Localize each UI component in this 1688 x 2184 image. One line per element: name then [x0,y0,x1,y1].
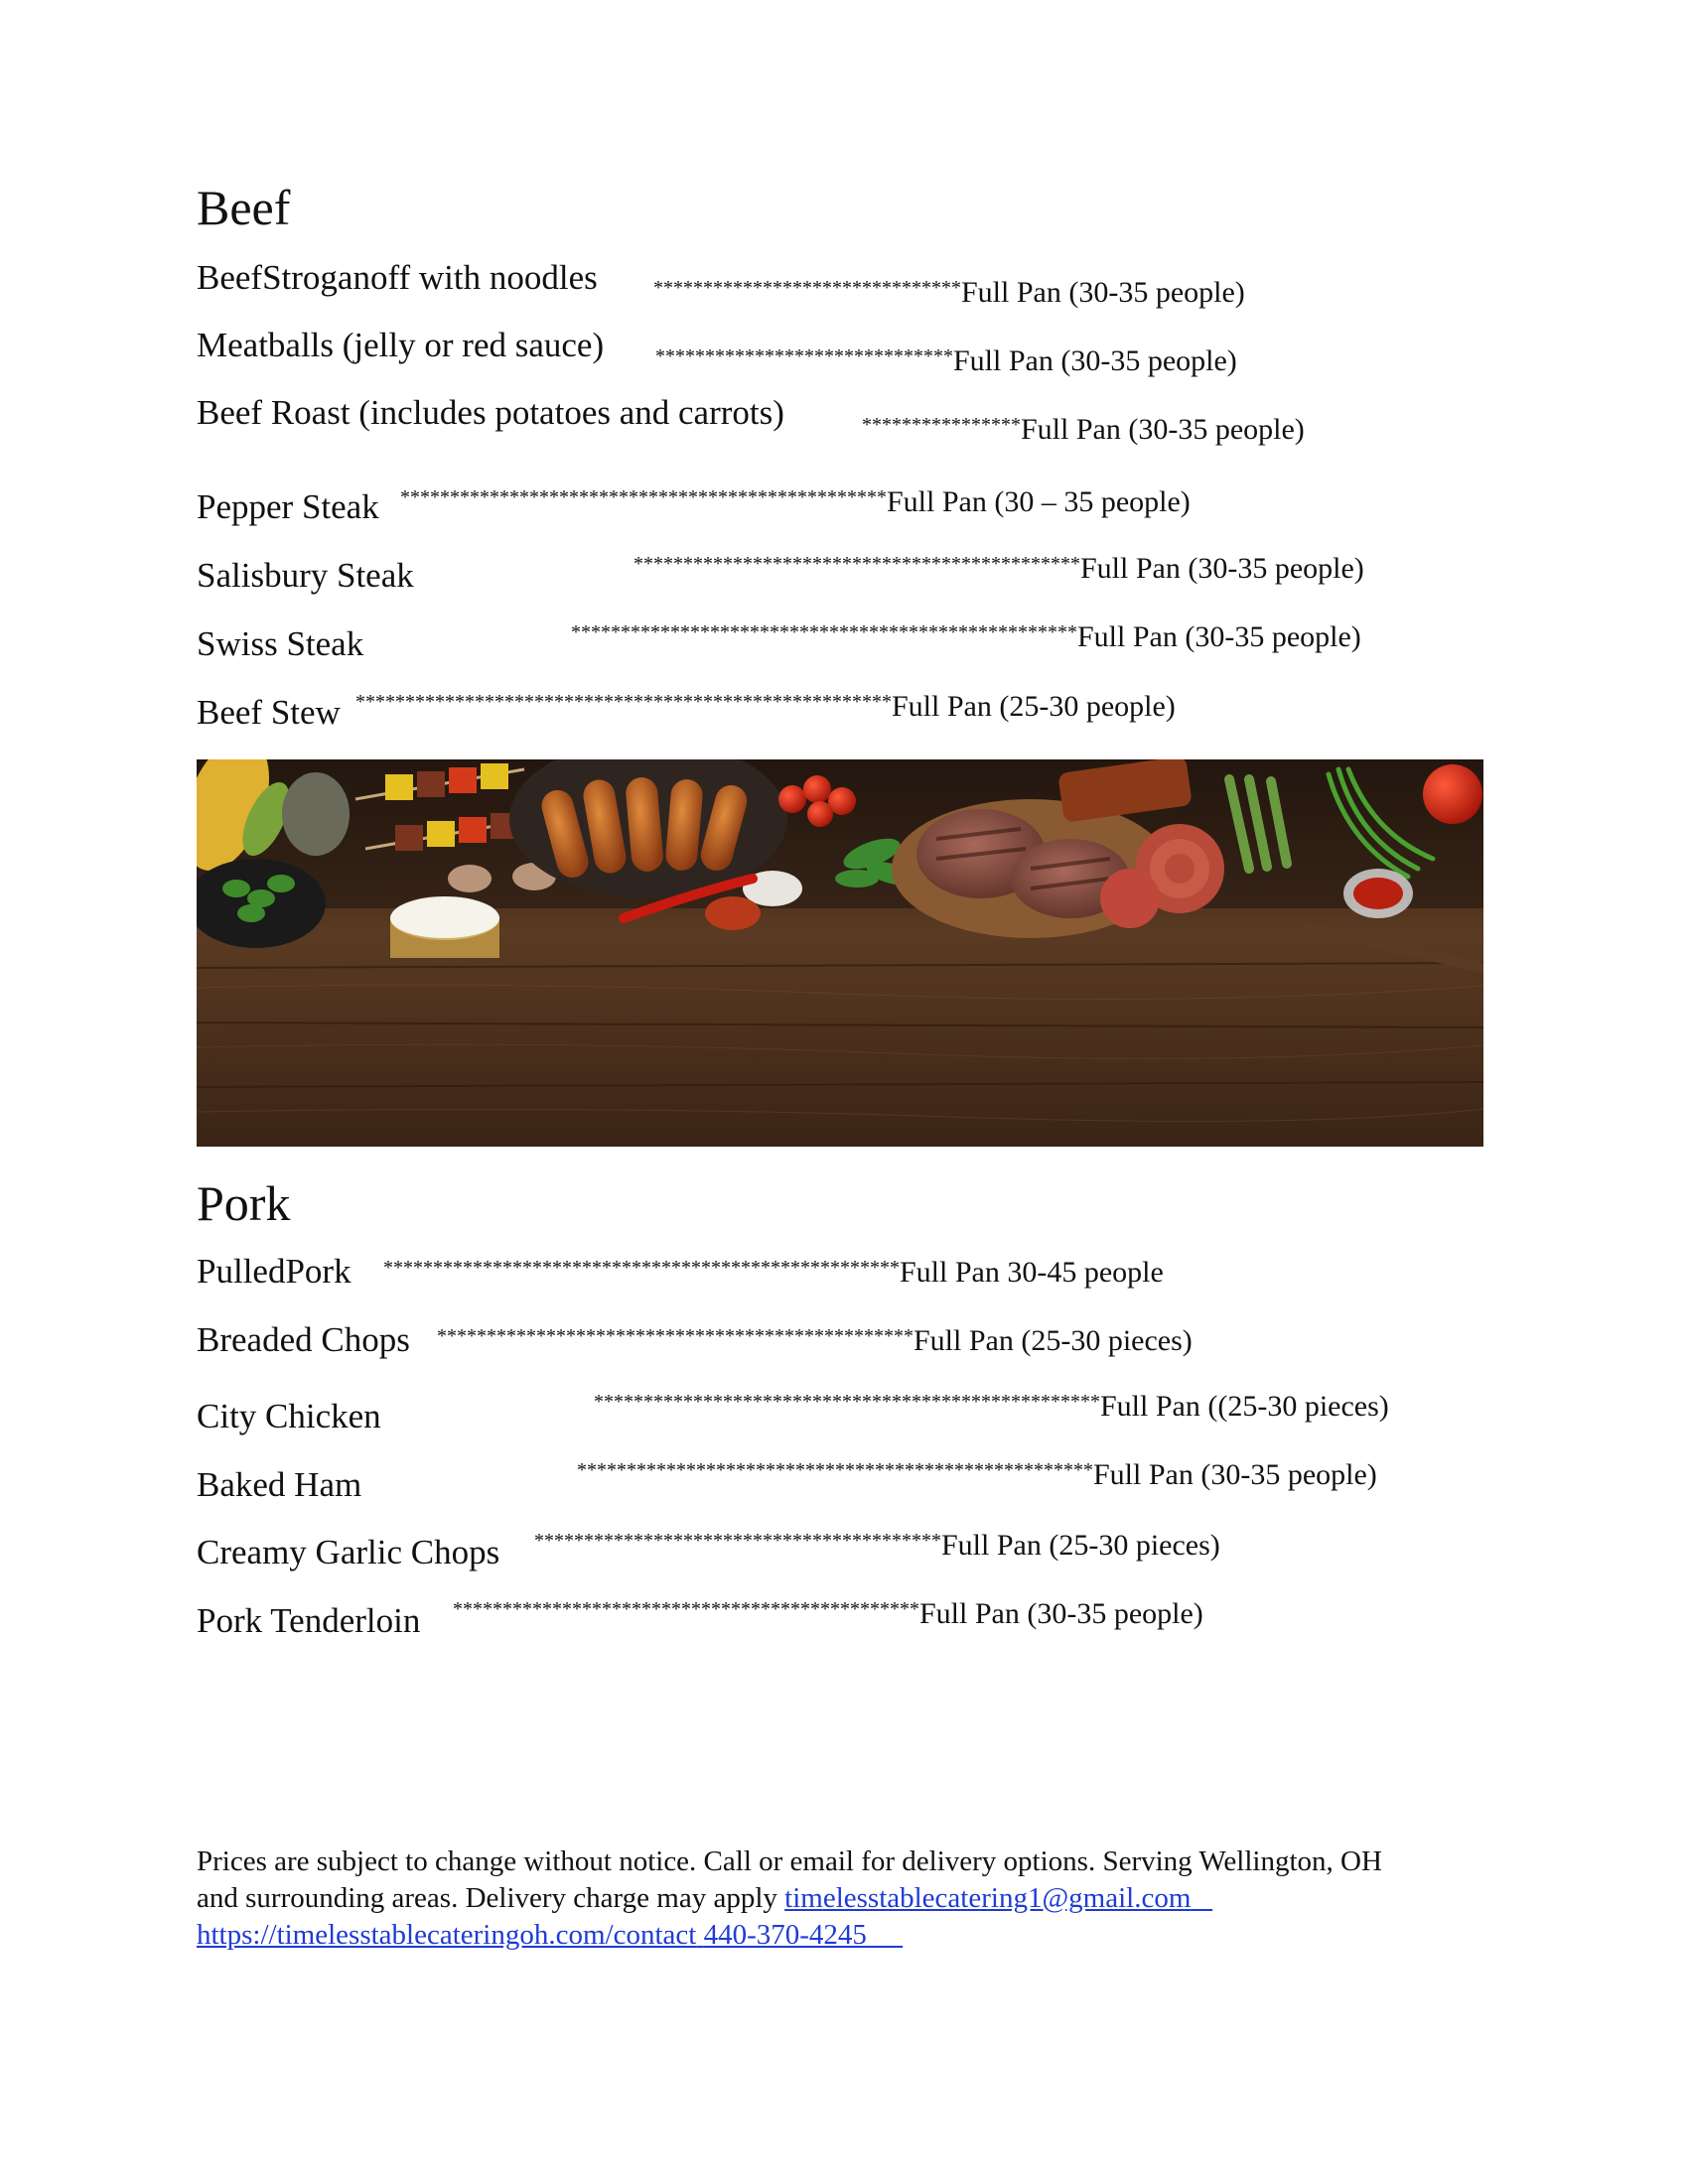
menu-item-pork-tenderloin [197,1597,1648,1653]
item-serving: Full Pan (30-35 people) [1021,413,1305,446]
item-serving-line [655,346,1237,376]
website-link-rest: ttps://timelesstablecateringoh.com/contact [211,1919,697,1951]
item-name: Baked Ham [197,1465,362,1504]
item-serving-line [571,622,1361,652]
dotted-leader: ************************************************* [400,486,887,508]
item-serving-line [594,1392,1389,1422]
website-link[interactable] [197,1919,903,1951]
item-serving: Full Pan (30 – 35 people) [887,485,1191,518]
footer-delivery-text: and surrounding areas. Delivery charge may apply [197,1882,785,1914]
item-name: Breaded Chops [197,1320,410,1359]
menu-item-beef-roast [197,395,1648,445]
item-serving: Full Pan (30-35 people) [1080,552,1364,585]
dotted-leader: ****************************************************** [355,691,892,713]
item-name: Creamy Garlic Chops [197,1533,500,1571]
dotted-leader: *************************************************** [571,621,1077,643]
dotted-leader: **************************************************** [577,1459,1093,1481]
item-serving: Full Pan (30-35 people) [919,1597,1203,1630]
email-link[interactable] [784,1882,1212,1914]
menu-item-salisbury-steak [197,552,1648,608]
item-name: Salisbury Steak [197,556,414,595]
menu-item-pepper-steak [197,485,1648,539]
item-serving-line [653,278,1245,308]
item-serving: Full Pan (25-30 pieces) [941,1529,1220,1562]
beef-heading: Beef [197,180,291,235]
menu-item-meatballs [197,328,1648,377]
dotted-leader: ***************************************** [534,1530,941,1552]
email-link-prefix: tim [784,1882,823,1914]
pork-heading: Pork [197,1175,291,1231]
item-serving-line [437,1326,1193,1356]
footer-line-3 [197,1917,1487,1954]
item-serving-line [577,1460,1377,1490]
dotted-leader: **************** [862,414,1021,436]
item-name: City Chicken [197,1397,381,1435]
item-serving: Full Pan (30-35 people) [1093,1458,1377,1491]
item-serving-line [355,692,1176,722]
menu-item-breaded-chops [197,1322,1648,1372]
dotted-leader: **************************************************** [383,1257,900,1279]
item-name: Beef Stew [197,693,341,732]
item-name: Swiss Steak [197,624,364,663]
item-name: BeefStroganoff with noodles [197,258,598,297]
website-link-prefix: h [197,1919,211,1951]
item-serving: Full Pan 30-45 people [900,1256,1164,1289]
item-name: Beef Roast (includes potatoes and carrots) [197,393,784,432]
item-serving-line [400,487,1191,517]
item-name: PulledPork [197,1252,352,1291]
item-serving-line [453,1599,1203,1629]
item-name: Pepper Steak [197,487,379,526]
item-serving-line [633,554,1364,584]
item-serving: Full Pan (25-30 people) [892,690,1176,723]
dotted-leader: ********************************************* [633,553,1080,575]
phone-number: 440-370-4245 [703,1919,867,1951]
footer-line-2 [197,1880,1487,1917]
menu-item-beef-stroganoff [197,260,1648,310]
item-name: Pork Tenderloin [197,1601,421,1640]
item-serving: Full Pan (30-35 people) [953,344,1237,377]
menu-item-baked-ham [197,1458,1648,1517]
item-serving-line [383,1258,1164,1288]
email-link-rest: elesstablecatering1@gmail.com [822,1882,1192,1914]
item-name: Meatballs (jelly or red sauce) [197,326,605,364]
dotted-leader: *********************************************** [453,1598,919,1620]
dotted-leader: *************************************************** [594,1391,1100,1413]
menu-item-city-chicken [197,1390,1648,1448]
item-serving: Full Pan (30-35 people) [961,276,1245,309]
dotted-leader: ****************************** [655,345,953,367]
footer-notice [197,1843,1487,1954]
menu-item-swiss-steak [197,620,1648,676]
item-serving: Full Pan (30-35 people) [1077,620,1361,653]
item-serving-line [534,1531,1220,1561]
menu-item-beef-stew [197,690,1648,745]
footer-line-1: Prices are subject to change without notice. Call or email for delivery options. Serving Wellington, OH [197,1845,1382,1877]
dotted-leader: ************************************************ [437,1325,914,1347]
menu-item-creamy-garlic-chops [197,1529,1648,1584]
item-serving-line [862,415,1305,445]
food-banner-image [197,759,1483,1147]
menu-item-pulled-pork [197,1254,1648,1303]
item-serving: Full Pan (25-30 pieces) [914,1324,1193,1357]
dotted-leader: ******************************* [653,277,961,299]
item-serving: Full Pan ((25-30 pieces) [1100,1390,1389,1423]
